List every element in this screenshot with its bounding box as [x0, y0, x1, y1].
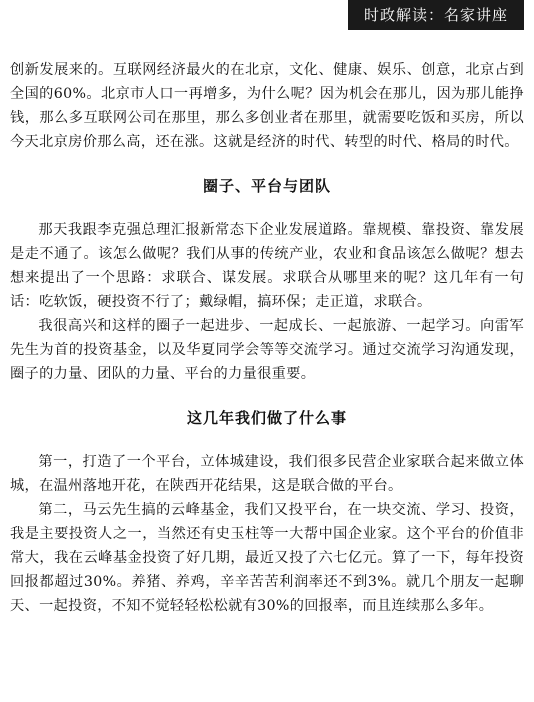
column-tag: 时政解读：名家讲座: [348, 0, 524, 30]
spacer: [10, 386, 524, 406]
spacer: [10, 198, 524, 218]
section-title-what-we-did: 这几年我们做了什么事: [186, 409, 347, 427]
header-bar: [0, 0, 534, 30]
spacer: [10, 154, 524, 174]
spacer: [10, 430, 524, 450]
section2-paragraph: 第二，马云先生搞的云峰基金，我们又投平台，在一块交流、学习、投资，我是主要投资人之一，当然还有史玉柱等一大帮中国企业家。这个平台的价值非常大，我在云峰基金投资了好几期，最近又投了六七亿元。算了一下，每年投资回报都超过30%。养猪、养鸡，辛辛苦苦利润率还不到3%。就几个朋友一起聊天、一起投资，不知不觉轻轻松松就有30%的回报率，而且连续那么多年。: [10, 502, 524, 614]
section1-paragraph: 我很高兴和这样的圈子一起进步、一起成长、一起旅游、一起学习。向雷军先生为首的投资基金，以及华夏同学会等等交流学习。通过交流学习沟通发现，圈子的力量、团队的力量、平台的力量很重要。: [10, 318, 524, 382]
article-body: [10, 58, 524, 618]
intro-paragraph: 创新发展来的。互联网经济最火的在北京，文化、健康、娱乐、创意，北京占到全国的60%。北京市人口一再增多，为什么呢？因为机会在那儿，因为那儿能挣钱，那么多互联网公司在那里，那么多创业者在那里，就需要吃饭和买房，所以今天北京房价那么高，还在涨。这就是经济的时代、转型的时代、格局的时代。: [10, 62, 524, 150]
section1-paragraph: 那天我跟李克强总理汇报新常态下企业发展道路。靠规模、靠投资、靠发展是走不通了。该怎么做呢？我们从事的传统产业，农业和食品该怎么做呢？想去想来提出了一个思路：求联合、谋发展。求联合从哪里来的呢？这几年有一句话：吃软饭，硬投资不行了；戴绿帽，搞环保；走正道，求联合。: [10, 222, 524, 310]
section-title-circle-platform-team: 圈子、平台与团队: [202, 177, 331, 195]
section2-paragraph: 第一，打造了一个平台，立体城建设，我们很多民营企业家联合起来做立体城，在温州落地开花，在陕西开花结果，这是联合做的平台。: [10, 454, 524, 494]
